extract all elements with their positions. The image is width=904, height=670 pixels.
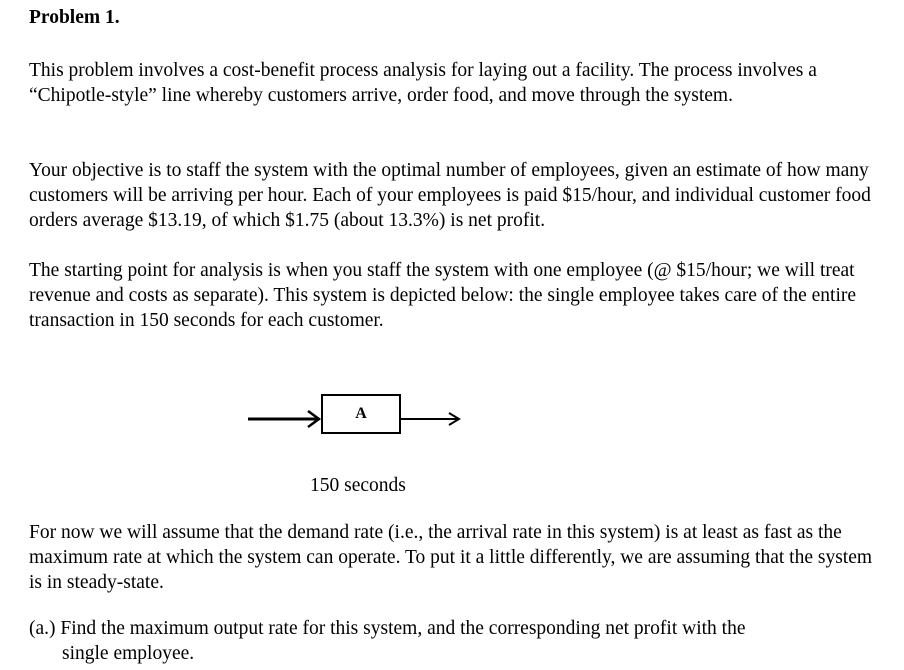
- process-time-caption: 150 seconds: [310, 475, 406, 496]
- question-a-line1: (a.) Find the maximum output rate for this system, and the corresponding net profit with the: [29, 618, 746, 639]
- question-a-line2: single employee.: [62, 643, 195, 664]
- output-arrow: [401, 413, 459, 425]
- input-arrow: [248, 411, 319, 427]
- steady-state-paragraph: For now we will assume that the demand rate (i.e., the arrival rate in this system) is at least as fast as the maximum rate at which the system can operate. To put it a little differently, we are assuming that the system is in steady-state.: [29, 522, 873, 593]
- process-step-box: A: [321, 394, 401, 434]
- starting-point-paragraph: The starting point for analysis is when you staff the system with one employee (@ $15/hour; we will treat revenue and costs as separate). This system is depicted below: the single employee takes care of the entire transaction in 150 seconds for each customer.: [29, 260, 857, 331]
- intro-paragraph: This problem involves a cost-benefit process analysis for laying out a facility. The process involves a “Chipotle-style” line whereby customers arrive, order food, and move through the system.: [29, 60, 817, 106]
- question-a: [29, 616, 889, 666]
- problem-title: Problem 1.: [29, 7, 120, 28]
- objective-paragraph: Your objective is to staff the system with the optimal number of employees, given an estimate of how many customers will be arriving per hour. Each of your employees is paid $15/hour, and individual customer food orders average $13.19, of which $1.75 (about 13.3%) is net profit.: [29, 160, 871, 231]
